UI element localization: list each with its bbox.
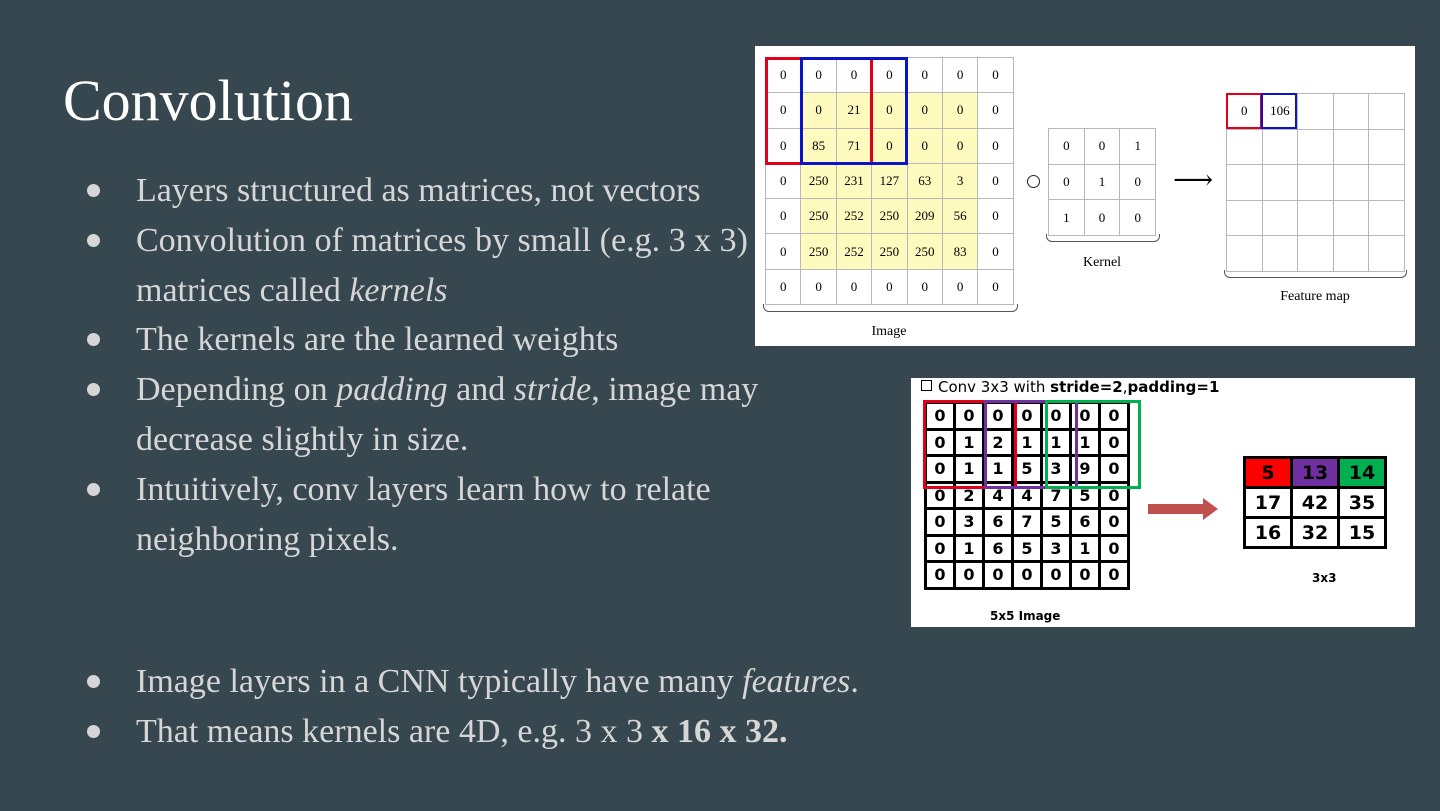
padded-image-cell: 0 xyxy=(1100,403,1129,430)
image-cell: 0 xyxy=(978,93,1013,128)
output-caption: 3x3 xyxy=(1312,571,1337,585)
kernel-cell: 0 xyxy=(1120,200,1156,236)
image-cell: 0 xyxy=(872,93,907,128)
image-cell: 0 xyxy=(942,93,977,128)
bullet-text-segment: Image layers in a CNN typically have many xyxy=(136,663,743,700)
image-cell: 0 xyxy=(801,269,836,304)
padded-image-cell: 5 xyxy=(1013,535,1042,562)
image-cell: 231 xyxy=(836,163,871,198)
padded-image-cell: 1 xyxy=(1071,429,1100,456)
image-cell: 0 xyxy=(907,128,942,163)
image-cell: 252 xyxy=(836,199,871,234)
padded-image-cell: 0 xyxy=(1071,403,1100,430)
feature-map-cell xyxy=(1369,165,1405,201)
image-cell: 85 xyxy=(801,128,836,163)
bullet-item-1 xyxy=(83,166,776,216)
kernel-brace xyxy=(1046,234,1160,242)
padded-image-cell: 0 xyxy=(1100,562,1129,589)
feature-map-cell xyxy=(1262,200,1298,236)
feature-map-brace xyxy=(1224,270,1407,278)
image-cell: 0 xyxy=(942,269,977,304)
feature-map-cell xyxy=(1298,165,1334,201)
padded-image-cell: 0 xyxy=(1071,562,1100,589)
feature-map-cell xyxy=(1333,129,1369,165)
output-cell: 5 xyxy=(1245,458,1292,488)
image-cell: 0 xyxy=(766,199,801,234)
image-cell: 0 xyxy=(978,163,1013,198)
feature-map-cell xyxy=(1333,165,1369,201)
image-cell: 252 xyxy=(836,234,871,269)
padded-image-cell: 0 xyxy=(926,403,955,430)
image-brace xyxy=(763,304,1018,312)
slide-title: Convolution xyxy=(63,68,354,133)
image-cell: 250 xyxy=(801,234,836,269)
bullet-item-2 xyxy=(83,216,763,316)
padded-image-caption: 5x5 Image xyxy=(990,609,1061,623)
padded-image-cell: 3 xyxy=(1042,456,1071,483)
title-stride: stride=2 xyxy=(1050,378,1123,396)
feature-map-cell xyxy=(1298,94,1334,130)
output-cell: 16 xyxy=(1245,518,1292,548)
padded-image-cell: 0 xyxy=(1100,429,1129,456)
kernel-cell: 0 xyxy=(1049,164,1085,200)
bullet-text-segment: . xyxy=(850,663,859,700)
image-cell: 21 xyxy=(836,93,871,128)
image-cell: 0 xyxy=(766,234,801,269)
bullet-item-bottom-1 xyxy=(83,657,983,707)
padded-image-cell: 5 xyxy=(1042,509,1071,536)
green-window-highlight xyxy=(1045,400,1141,489)
padded-image-cell: 0 xyxy=(926,509,955,536)
feature-map-cell: 0 xyxy=(1227,94,1263,130)
image-cell: 127 xyxy=(872,163,907,198)
image-cell: 83 xyxy=(942,234,977,269)
image-cell: 0 xyxy=(978,58,1013,93)
bullet-text-segment: Intuitively, conv layers learn how to relate neighboring pixels. xyxy=(136,470,711,558)
padded-image-cell: 5 xyxy=(1013,456,1042,483)
feature-map-cell xyxy=(1333,200,1369,236)
padded-image-cell: 0 xyxy=(1100,456,1129,483)
arrow-right-icon xyxy=(1148,498,1218,520)
padded-image-cell: 5 xyxy=(1071,482,1100,509)
padded-image-cell: 4 xyxy=(1013,482,1042,509)
image-cell: 0 xyxy=(942,128,977,163)
feature-map-cell xyxy=(1333,94,1369,130)
output-cell: 15 xyxy=(1339,518,1386,548)
padded-image-cell: 0 xyxy=(1042,562,1071,589)
bullet-list-top xyxy=(83,166,763,564)
padded-image-cell: 1 xyxy=(1042,429,1071,456)
padded-image-cell: 1 xyxy=(1013,429,1042,456)
padded-image-cell: 6 xyxy=(1071,509,1100,536)
padded-image-cell: 0 xyxy=(926,535,955,562)
image-cell: 0 xyxy=(907,93,942,128)
kernel-cell: 0 xyxy=(1084,129,1120,165)
image-cell: 0 xyxy=(978,199,1013,234)
feature-map-cell xyxy=(1369,236,1405,272)
padded-image-cell: 0 xyxy=(1013,403,1042,430)
image-cell: 250 xyxy=(907,234,942,269)
feature-map-cell xyxy=(1262,129,1298,165)
image-cell: 0 xyxy=(766,128,801,163)
title-padding: padding=1 xyxy=(1127,378,1220,396)
image-cell: 0 xyxy=(907,58,942,93)
padded-image-cell: 1 xyxy=(955,535,984,562)
feature-map-cell xyxy=(1262,236,1298,272)
padded-image-cell: 0 xyxy=(926,456,955,483)
image-cell: 0 xyxy=(766,58,801,93)
output-cell: 32 xyxy=(1292,518,1339,548)
image-cell: 0 xyxy=(907,269,942,304)
output-grid xyxy=(1243,456,1387,549)
bullet-text-segment: and xyxy=(447,371,514,409)
feature-map-cell xyxy=(1227,236,1263,272)
bullet-item-5 xyxy=(83,465,763,565)
arrow-right-icon: ⟶ xyxy=(1173,165,1214,196)
padded-image-cell: 0 xyxy=(1100,535,1129,562)
bullet-item-3 xyxy=(83,315,763,365)
image-cell: 0 xyxy=(872,269,907,304)
image-cell: 0 xyxy=(801,93,836,128)
padded-image-cell: 0 xyxy=(984,403,1013,430)
image-cell: 0 xyxy=(801,58,836,93)
feature-map-cell xyxy=(1227,129,1263,165)
image-cell: 0 xyxy=(872,58,907,93)
image-cell: 71 xyxy=(836,128,871,163)
feature-map-cell xyxy=(1333,236,1369,272)
feature-map-cell xyxy=(1369,94,1405,130)
image-cell: 0 xyxy=(872,128,907,163)
stride-padding-title xyxy=(921,378,1219,396)
padded-image-cell: 2 xyxy=(955,482,984,509)
image-cell: 250 xyxy=(872,234,907,269)
title-prefix: Conv 3x3 with xyxy=(938,378,1051,396)
image-cell: 0 xyxy=(942,58,977,93)
padded-image-cell: 0 xyxy=(926,562,955,589)
bullet-text-segment: Depending on xyxy=(136,371,337,409)
image-cell: 0 xyxy=(836,269,871,304)
bullet-item-4 xyxy=(83,365,763,465)
feature-map-cell xyxy=(1227,165,1263,201)
kernel-grid xyxy=(1048,128,1156,236)
padded-image-cell: 7 xyxy=(1013,509,1042,536)
padded-image-cell: 6 xyxy=(984,509,1013,536)
bullet-text-segment: features xyxy=(742,663,851,700)
padded-image-cell: 0 xyxy=(926,429,955,456)
padded-image-cell: 1 xyxy=(955,456,984,483)
feature-map-cell xyxy=(1227,200,1263,236)
image-cell: 0 xyxy=(978,128,1013,163)
image-cell: 250 xyxy=(801,199,836,234)
kernel-caption: Kernel xyxy=(1082,255,1122,270)
output-cell: 14 xyxy=(1339,458,1386,488)
padded-image-cell: 3 xyxy=(955,509,984,536)
bullet-text-segment: The kernels are the learned weights xyxy=(136,321,619,359)
image-cell: 0 xyxy=(836,58,871,93)
image-cell: 0 xyxy=(766,93,801,128)
image-cell: 63 xyxy=(907,163,942,198)
kernel-cell: 0 xyxy=(1084,200,1120,236)
image-cell: 209 xyxy=(907,199,942,234)
output-cell: 42 xyxy=(1292,488,1339,518)
feature-map-cell xyxy=(1369,200,1405,236)
padded-image-cell: 6 xyxy=(984,535,1013,562)
output-cell: 35 xyxy=(1339,488,1386,518)
image-cell: 3 xyxy=(942,163,977,198)
padded-image-cell: 1 xyxy=(1071,535,1100,562)
feature-map-cell xyxy=(1298,129,1334,165)
image-cell: 250 xyxy=(872,199,907,234)
image-cell: 0 xyxy=(978,269,1013,304)
bullet-text-segment: x 16 x 32. xyxy=(651,712,788,750)
padded-image-cell: 2 xyxy=(984,429,1013,456)
bullet-text-segment: kernels xyxy=(349,271,448,309)
kernel-cell: 1 xyxy=(1049,200,1085,236)
padded-image-cell: 0 xyxy=(1013,562,1042,589)
image-cell: 250 xyxy=(801,163,836,198)
checkbox-bullet-icon xyxy=(921,380,932,391)
convolution-figure xyxy=(755,46,1415,346)
title-separator: , xyxy=(1122,378,1128,396)
padded-image-cell: 0 xyxy=(955,403,984,430)
padded-image-cell: 0 xyxy=(955,562,984,589)
padded-image-cell: 0 xyxy=(1042,403,1071,430)
image-cell: 0 xyxy=(978,234,1013,269)
bullet-text-segment: padding xyxy=(336,371,448,409)
feature-map-cell xyxy=(1298,236,1334,272)
padded-image-cell: 0 xyxy=(1100,482,1129,509)
padded-image-cell: 0 xyxy=(1100,509,1129,536)
bullet-text-segment: stride xyxy=(513,371,592,409)
convolution-operator-icon xyxy=(1027,175,1040,188)
feature-map-cell xyxy=(1369,129,1405,165)
padded-image-cell: 0 xyxy=(984,562,1013,589)
feature-map-cell: 106 xyxy=(1262,94,1298,130)
image-cell: 56 xyxy=(942,199,977,234)
bullet-text-segment: Layers structured as matrices, not vectors xyxy=(136,172,701,209)
padded-image-cell: 7 xyxy=(1042,482,1071,509)
padded-image-cell: 1 xyxy=(984,456,1013,483)
feature-map-cell xyxy=(1298,200,1334,236)
bullet-item-bottom-2 xyxy=(83,707,983,757)
feature-map-red-cell xyxy=(1226,93,1262,129)
bullet-text-segment: Convolution of matrices by small (e.g. 3 x 3) matrices called xyxy=(136,221,748,309)
image-cell: 0 xyxy=(766,269,801,304)
feature-map-cell xyxy=(1262,165,1298,201)
feature-map-blue-cell xyxy=(1261,93,1297,129)
bullet-text-segment: That means kernels are 4D, e.g. 3 x 3 xyxy=(136,712,652,750)
padded-image-cell: 9 xyxy=(1071,456,1100,483)
feature-map-caption: Feature map xyxy=(1280,289,1350,304)
padded-image-cell: 0 xyxy=(926,482,955,509)
image-cell: 0 xyxy=(766,163,801,198)
output-cell: 17 xyxy=(1245,488,1292,518)
bullet-text-segment: , image may decrease slightly in size. xyxy=(136,371,759,458)
image-caption: Image xyxy=(871,324,907,339)
padded-image-cell: 1 xyxy=(955,429,984,456)
kernel-cell: 1 xyxy=(1120,129,1156,165)
kernel-cell: 0 xyxy=(1049,129,1085,165)
kernel-cell: 0 xyxy=(1120,164,1156,200)
kernel-cell: 1 xyxy=(1084,164,1120,200)
padded-image-cell: 3 xyxy=(1042,535,1071,562)
padded-image-cell: 4 xyxy=(984,482,1013,509)
bullet-list-bottom xyxy=(83,657,983,757)
output-cell: 13 xyxy=(1292,458,1339,488)
stride-padding-figure xyxy=(911,378,1415,627)
second-window-highlight xyxy=(800,57,908,165)
